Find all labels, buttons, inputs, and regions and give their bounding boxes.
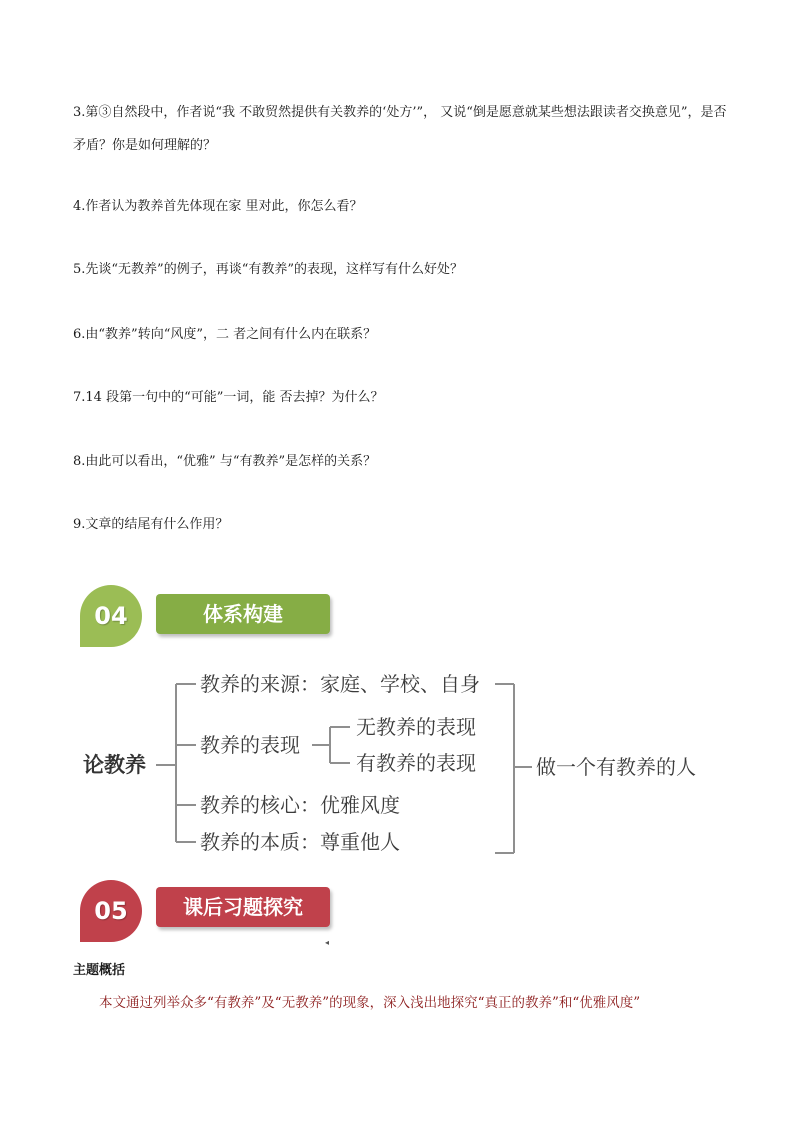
- theme-summary: 本文通过列举众多“有教养”及“无教养”的现象，深入浅出地探究“真正的教养”和“优雅风度”: [99, 995, 641, 1011]
- mindmap-branch-expression: 教养的表现: [200, 733, 300, 757]
- mindmap-conclusion: 做一个有教养的人: [536, 755, 696, 779]
- mindmap-branch-core: 教养的核心：优雅风度: [200, 793, 400, 817]
- section-title: 课后习题探究: [156, 887, 330, 927]
- question-4: 4.作者认为教养首先体现在家 里对此，你怎么看？: [73, 199, 363, 214]
- mindmap-root: 论教养: [83, 753, 146, 777]
- mindmap-sub-no-manners: 无教养的表现: [356, 715, 476, 739]
- question-7: 7.14 段第一句中的“可能”一词，能 否去掉？为什么？: [73, 390, 384, 405]
- question-6: 6.由“教养”转向“风度”，二 者之间有什么内在联系？: [73, 327, 377, 342]
- section-number-badge: [80, 880, 142, 942]
- mindmap-branch-source: 教养的来源：家庭、学校、自身: [200, 672, 480, 696]
- question-3: 3.第③自然段中，作者说“我 不敢贸然提供有关教养的‘处方’”， 又说“倒是愿意就某些想法跟读者交换意见”，是否矛盾？你是如何理解的？: [73, 105, 727, 153]
- section-number: 05: [94, 897, 128, 925]
- section-number: 04: [94, 602, 128, 630]
- question-8: 8.由此可以看出，“优雅” 与“有教养”是怎样的关系？: [73, 454, 377, 469]
- paragraph-mark-icon: ◂: [325, 938, 330, 947]
- theme-label: 主题概括: [73, 963, 126, 978]
- mindmap-branch-essence: 教养的本质：尊重他人: [200, 830, 400, 854]
- mindmap-sub-with-manners: 有教养的表现: [356, 751, 476, 775]
- question-9: 9.文章的结尾有什么作用？: [73, 517, 229, 532]
- question-5: 5.先谈“无教养”的例子，再谈“有教养”的表现，这样写有什么好处？: [73, 262, 463, 277]
- section-title: 体系构建: [156, 594, 330, 634]
